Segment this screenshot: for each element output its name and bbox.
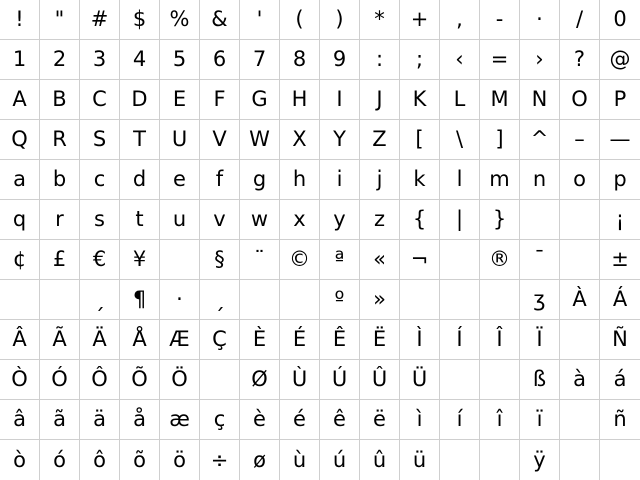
glyph-cell[interactable]: Ö xyxy=(160,360,200,400)
glyph-cell[interactable]: Y xyxy=(320,120,360,160)
glyph-cell[interactable]: É xyxy=(280,320,320,360)
glyph-cell[interactable]: ¬ xyxy=(400,240,440,280)
glyph-cell[interactable]: æ xyxy=(160,400,200,440)
glyph-cell-empty[interactable] xyxy=(560,240,600,280)
glyph-cell[interactable]: 0 xyxy=(600,0,640,40)
glyph-cell[interactable]: Ó xyxy=(40,360,80,400)
glyph-cell[interactable]: t xyxy=(120,200,160,240)
glyph-cell[interactable]: · xyxy=(160,280,200,320)
glyph-cell[interactable]: Â xyxy=(0,320,40,360)
glyph-cell[interactable]: ñ xyxy=(600,400,640,440)
glyph-cell[interactable]: Õ xyxy=(120,360,160,400)
glyph-cell[interactable]: ì xyxy=(400,400,440,440)
glyph-cell[interactable]: k xyxy=(400,160,440,200)
glyph-cell[interactable]: ʒ xyxy=(520,280,560,320)
glyph-cell[interactable]: $ xyxy=(120,0,160,40)
glyph-cell[interactable]: e xyxy=(160,160,200,200)
glyph-cell[interactable]: [ xyxy=(400,120,440,160)
glyph-cell[interactable]: S xyxy=(80,120,120,160)
glyph-cell[interactable]: ( xyxy=(280,0,320,40)
glyph-cell[interactable]: ¡ xyxy=(600,200,640,240)
glyph-cell[interactable]: Ï xyxy=(520,320,560,360)
glyph-cell-empty[interactable] xyxy=(440,440,480,480)
glyph-cell[interactable]: 6 xyxy=(200,40,240,80)
glyph-cell[interactable]: Í xyxy=(440,320,480,360)
glyph-cell[interactable]: ? xyxy=(560,40,600,80)
glyph-cell[interactable]: — xyxy=(600,120,640,160)
glyph-cell-empty[interactable] xyxy=(280,280,320,320)
glyph-cell[interactable]: Q xyxy=(0,120,40,160)
glyph-cell[interactable]: R xyxy=(40,120,80,160)
glyph-cell[interactable]: Ù xyxy=(280,360,320,400)
glyph-cell[interactable]: ë xyxy=(360,400,400,440)
glyph-cell[interactable]: Ò xyxy=(0,360,40,400)
glyph-cell[interactable]: ! xyxy=(0,0,40,40)
glyph-cell[interactable]: J xyxy=(360,80,400,120)
glyph-cell[interactable]: í xyxy=(440,400,480,440)
glyph-cell[interactable]: O xyxy=(560,80,600,120)
glyph-cell[interactable]: ò xyxy=(0,440,40,480)
glyph-cell[interactable]: N xyxy=(520,80,560,120)
glyph-cell[interactable]: ª xyxy=(320,240,360,280)
glyph-cell[interactable]: 9 xyxy=(320,40,360,80)
glyph-cell[interactable]: v xyxy=(200,200,240,240)
glyph-cell[interactable]: › xyxy=(520,40,560,80)
glyph-cell[interactable]: A xyxy=(0,80,40,120)
glyph-cell[interactable]: Ø xyxy=(240,360,280,400)
glyph-cell[interactable]: « xyxy=(360,240,400,280)
glyph-cell[interactable]: # xyxy=(80,0,120,40)
glyph-cell[interactable]: Ú xyxy=(320,360,360,400)
glyph-cell[interactable]: W xyxy=(240,120,280,160)
glyph-cell-empty[interactable] xyxy=(440,360,480,400)
glyph-cell[interactable]: 5 xyxy=(160,40,200,80)
glyph-cell[interactable]: ç xyxy=(200,400,240,440)
glyph-cell[interactable]: = xyxy=(480,40,520,80)
glyph-cell[interactable]: m xyxy=(480,160,520,200)
glyph-cell[interactable]: j xyxy=(360,160,400,200)
glyph-cell-empty[interactable] xyxy=(520,200,560,240)
glyph-cell-empty[interactable] xyxy=(560,400,600,440)
glyph-cell[interactable]: § xyxy=(200,240,240,280)
glyph-cell[interactable]: U xyxy=(160,120,200,160)
glyph-cell-empty[interactable] xyxy=(560,440,600,480)
glyph-cell[interactable]: ÷ xyxy=(200,440,240,480)
glyph-cell[interactable]: » xyxy=(360,280,400,320)
glyph-cell[interactable]: ' xyxy=(240,0,280,40)
glyph-cell[interactable]: Û xyxy=(360,360,400,400)
glyph-cell[interactable]: ÿ xyxy=(520,440,560,480)
glyph-cell[interactable]: ã xyxy=(40,400,80,440)
glyph-cell[interactable]: q xyxy=(0,200,40,240)
glyph-cell[interactable]: â xyxy=(0,400,40,440)
glyph-cell[interactable]: û xyxy=(360,440,400,480)
glyph-cell[interactable]: Á xyxy=(600,280,640,320)
glyph-cell[interactable]: x xyxy=(280,200,320,240)
glyph-cell-empty[interactable] xyxy=(400,280,440,320)
glyph-cell[interactable]: @ xyxy=(600,40,640,80)
glyph-cell[interactable]: | xyxy=(440,200,480,240)
glyph-cell[interactable]: - xyxy=(480,0,520,40)
glyph-cell[interactable]: o xyxy=(560,160,600,200)
glyph-cell[interactable]: ) xyxy=(320,0,360,40)
glyph-cell[interactable]: £ xyxy=(40,240,80,280)
glyph-cell[interactable]: p xyxy=(600,160,640,200)
glyph-cell[interactable]: ‹ xyxy=(440,40,480,80)
glyph-cell[interactable]: á xyxy=(600,360,640,400)
glyph-cell[interactable]: F xyxy=(200,80,240,120)
glyph-cell[interactable]: à xyxy=(560,360,600,400)
glyph-cell-empty[interactable] xyxy=(480,280,520,320)
glyph-cell[interactable]: 4 xyxy=(120,40,160,80)
glyph-cell[interactable]: ® xyxy=(480,240,520,280)
glyph-cell[interactable]: 7 xyxy=(240,40,280,80)
glyph-cell[interactable]: ¨ xyxy=(240,240,280,280)
glyph-cell[interactable]: ó xyxy=(40,440,80,480)
glyph-cell[interactable]: y xyxy=(320,200,360,240)
glyph-cell[interactable]: ¶ xyxy=(120,280,160,320)
glyph-cell-empty[interactable] xyxy=(40,280,80,320)
glyph-cell[interactable]: Æ xyxy=(160,320,200,360)
glyph-cell[interactable]: X xyxy=(280,120,320,160)
glyph-cell[interactable]: ü xyxy=(400,440,440,480)
glyph-cell[interactable]: * xyxy=(360,0,400,40)
glyph-cell-empty[interactable] xyxy=(440,280,480,320)
glyph-cell[interactable]: ± xyxy=(600,240,640,280)
glyph-cell[interactable]: u xyxy=(160,200,200,240)
glyph-cell[interactable]: r xyxy=(40,200,80,240)
glyph-cell[interactable]: g xyxy=(240,160,280,200)
glyph-cell[interactable]: M xyxy=(480,80,520,120)
glyph-cell[interactable]: È xyxy=(240,320,280,360)
glyph-cell[interactable]: P xyxy=(600,80,640,120)
glyph-cell[interactable]: z xyxy=(360,200,400,240)
glyph-cell[interactable]: Î xyxy=(480,320,520,360)
glyph-cell[interactable]: é xyxy=(280,400,320,440)
glyph-cell[interactable]: Ì xyxy=(400,320,440,360)
glyph-cell[interactable]: ¯ xyxy=(520,240,560,280)
glyph-cell[interactable]: : xyxy=(360,40,400,80)
glyph-cell[interactable]: ] xyxy=(480,120,520,160)
glyph-cell[interactable]: h xyxy=(280,160,320,200)
glyph-cell[interactable]: Ë xyxy=(360,320,400,360)
glyph-cell[interactable]: è xyxy=(240,400,280,440)
glyph-cell[interactable]: H xyxy=(280,80,320,120)
glyph-cell[interactable]: T xyxy=(120,120,160,160)
glyph-cell-empty[interactable] xyxy=(480,360,520,400)
glyph-cell[interactable]: ä xyxy=(80,400,120,440)
glyph-cell[interactable]: ^ xyxy=(520,120,560,160)
glyph-cell-empty[interactable] xyxy=(200,360,240,400)
glyph-cell[interactable]: { xyxy=(400,200,440,240)
glyph-cell[interactable]: õ xyxy=(120,440,160,480)
glyph-cell[interactable]: ú xyxy=(320,440,360,480)
glyph-cell-empty[interactable] xyxy=(0,280,40,320)
glyph-cell[interactable]: ¢ xyxy=(0,240,40,280)
glyph-cell[interactable]: " xyxy=(40,0,80,40)
glyph-cell[interactable]: I xyxy=(320,80,360,120)
glyph-cell[interactable]: Ä xyxy=(80,320,120,360)
glyph-cell-empty[interactable] xyxy=(560,200,600,240)
glyph-cell[interactable]: 3 xyxy=(80,40,120,80)
glyph-cell[interactable]: 1 xyxy=(0,40,40,80)
glyph-cell[interactable]: L xyxy=(440,80,480,120)
glyph-cell[interactable]: \ xyxy=(440,120,480,160)
glyph-cell[interactable]: b xyxy=(40,160,80,200)
glyph-cell-empty[interactable] xyxy=(600,440,640,480)
glyph-cell[interactable]: ö xyxy=(160,440,200,480)
glyph-cell[interactable]: Ã xyxy=(40,320,80,360)
glyph-cell[interactable]: % xyxy=(160,0,200,40)
glyph-cell-empty[interactable] xyxy=(560,320,600,360)
glyph-cell[interactable]: ô xyxy=(80,440,120,480)
glyph-cell[interactable]: / xyxy=(560,0,600,40)
glyph-cell-empty[interactable] xyxy=(160,240,200,280)
glyph-cell[interactable]: ; xyxy=(400,40,440,80)
glyph-cell[interactable]: À xyxy=(560,280,600,320)
glyph-cell-empty[interactable] xyxy=(440,240,480,280)
glyph-cell-empty[interactable] xyxy=(240,280,280,320)
glyph-cell[interactable]: Ê xyxy=(320,320,360,360)
glyph-cell[interactable]: € xyxy=(80,240,120,280)
glyph-cell[interactable]: s xyxy=(80,200,120,240)
glyph-cell[interactable]: ß xyxy=(520,360,560,400)
glyph-cell[interactable]: î xyxy=(480,400,520,440)
glyph-cell[interactable]: ˏ xyxy=(80,280,120,320)
glyph-cell[interactable]: Ü xyxy=(400,360,440,400)
glyph-cell[interactable]: } xyxy=(480,200,520,240)
glyph-cell[interactable]: C xyxy=(80,80,120,120)
glyph-cell[interactable]: , xyxy=(440,0,480,40)
glyph-cell[interactable]: i xyxy=(320,160,360,200)
glyph-cell[interactable]: n xyxy=(520,160,560,200)
glyph-cell[interactable]: w xyxy=(240,200,280,240)
glyph-cell-empty[interactable] xyxy=(480,440,520,480)
glyph-cell[interactable]: G xyxy=(240,80,280,120)
glyph-cell[interactable]: º xyxy=(320,280,360,320)
glyph-cell[interactable]: a xyxy=(0,160,40,200)
glyph-cell[interactable]: f xyxy=(200,160,240,200)
glyph-cell[interactable]: d xyxy=(120,160,160,200)
glyph-cell[interactable]: ï xyxy=(520,400,560,440)
glyph-cell[interactable]: ù xyxy=(280,440,320,480)
glyph-cell[interactable]: D xyxy=(120,80,160,120)
glyph-cell[interactable]: Ô xyxy=(80,360,120,400)
glyph-cell[interactable]: + xyxy=(400,0,440,40)
glyph-cell[interactable]: Ç xyxy=(200,320,240,360)
glyph-cell[interactable]: Ñ xyxy=(600,320,640,360)
glyph-cell[interactable]: Å xyxy=(120,320,160,360)
glyph-cell[interactable]: © xyxy=(280,240,320,280)
glyph-cell[interactable]: ˏ xyxy=(200,280,240,320)
glyph-cell[interactable]: c xyxy=(80,160,120,200)
glyph-cell[interactable]: ê xyxy=(320,400,360,440)
glyph-cell[interactable]: · xyxy=(520,0,560,40)
glyph-cell[interactable]: å xyxy=(120,400,160,440)
glyph-cell[interactable]: B xyxy=(40,80,80,120)
glyph-cell[interactable]: V xyxy=(200,120,240,160)
glyph-cell[interactable]: – xyxy=(560,120,600,160)
glyph-cell[interactable]: K xyxy=(400,80,440,120)
glyph-cell[interactable]: l xyxy=(440,160,480,200)
glyph-cell[interactable]: Z xyxy=(360,120,400,160)
glyph-cell[interactable]: ¥ xyxy=(120,240,160,280)
glyph-cell[interactable]: 8 xyxy=(280,40,320,80)
glyph-cell[interactable]: & xyxy=(200,0,240,40)
glyph-cell[interactable]: 2 xyxy=(40,40,80,80)
glyph-cell[interactable]: E xyxy=(160,80,200,120)
glyph-cell[interactable]: ø xyxy=(240,440,280,480)
